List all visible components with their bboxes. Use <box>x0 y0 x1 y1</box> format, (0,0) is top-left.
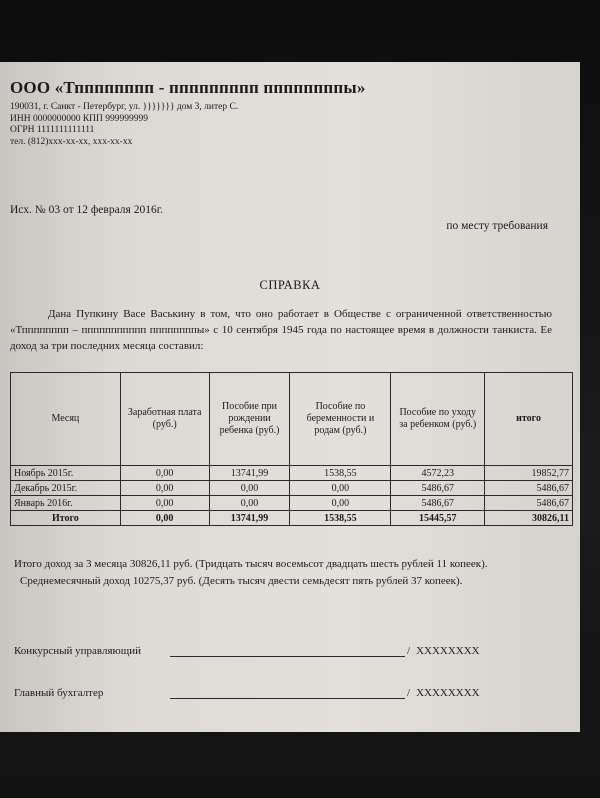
table-cell: 5486,67 <box>391 481 485 496</box>
signature-line <box>170 644 405 657</box>
company-phone: тел. (812)ххх-хх-хх, ххх-хх-хх <box>10 136 133 147</box>
table-cell: Итого <box>11 511 121 526</box>
destination-note: по месту требования <box>446 220 548 232</box>
table-row <box>11 496 573 511</box>
table-cell: 30826,11 <box>485 511 573 526</box>
column-header: Пособие по уходу за ребенком (руб.) <box>391 373 485 466</box>
income-table <box>10 372 573 526</box>
column-header: Пособие при рождении ребенка (руб.) <box>209 373 290 466</box>
table-cell: 1538,55 <box>290 466 391 481</box>
table-cell: 19852,77 <box>485 466 573 481</box>
outgoing-number: Исх. № 03 от 12 февраля 2016г. <box>10 204 163 216</box>
column-header: итого <box>485 373 573 466</box>
monthly-income-text: Среднемесячный доход 10275,37 руб. (Десять тысяч двести семьдесят пять рублей 37 копеек). <box>20 575 463 587</box>
document-page <box>0 62 580 732</box>
table-cell: 0,00 <box>120 496 209 511</box>
company-details <box>10 102 238 148</box>
table-cell: 0,00 <box>290 481 391 496</box>
table-cell: 13741,99 <box>209 511 290 526</box>
company-ogrn: ОГРН 1111111111111 <box>10 125 95 135</box>
total-income-text: Итого доход за 3 месяца 30826,11 руб. (Тридцать тысяч восемьсот двадцать шесть рублей 11 копеек). <box>14 558 488 570</box>
signatory-name: ХХХХХХХХ <box>416 645 480 657</box>
table-cell: 4572,23 <box>391 466 485 481</box>
income-summary <box>12 556 540 589</box>
signature-slash: / <box>407 645 411 657</box>
signature-line <box>170 686 405 699</box>
signatory-role: Конкурсный управляющий <box>14 645 141 657</box>
company-address: 190031, г. Санкт - Петербург, ул. }}}}}}} дом 3, литер С. <box>10 102 239 112</box>
table-cell: Ноябрь 2015г. <box>11 466 121 481</box>
table-total-row <box>11 511 573 526</box>
column-header: Пособие по беременности и родам (руб.) <box>290 373 391 466</box>
table-row <box>11 481 573 496</box>
table-cell: 0,00 <box>290 496 391 511</box>
table-cell: Декабрь 2015г. <box>11 481 121 496</box>
table-cell: 0,00 <box>120 511 209 526</box>
table-cell: 5486,67 <box>485 481 573 496</box>
table-cell: 0,00 <box>120 466 209 481</box>
company-name: ООО «Тпппппппп - ппппппппп ппппппппы» <box>10 78 366 97</box>
table-cell: 5486,67 <box>391 496 485 511</box>
column-header: Месяц <box>11 373 121 466</box>
signatory-name: ХХХХХХХХ <box>416 687 480 699</box>
company-inn-kpp: ИНН 0000000000 КПП 999999999 <box>10 113 149 124</box>
table-cell: 5486,67 <box>485 496 573 511</box>
table-cell: 1538,55 <box>290 511 391 526</box>
table-cell: 13741,99 <box>209 466 290 481</box>
signature-row-accountant <box>14 686 554 699</box>
table-cell: Январь 2016г. <box>11 496 121 511</box>
certificate-body <box>10 306 552 354</box>
signature-slash: / <box>407 687 411 699</box>
signatory-role: Главный бухгалтер <box>14 687 104 699</box>
table-cell: 0,00 <box>120 481 209 496</box>
document-title: СПРАВКА <box>259 278 321 292</box>
table-cell: 15445,57 <box>391 511 485 526</box>
body-paragraph: Дана Пупкину Васе Васькину в том, что оно работает в Обществе с ограниченной ответственностью «Тпппппппп – ппппппппппп ппппппппы» с 10 сентября 1945 года по настоящее время в должности танкиста. Ее доход за три последних месяца составил: <box>10 308 552 352</box>
column-header: Заработная плата (руб.) <box>120 373 209 466</box>
table-cell: 0,00 <box>209 496 290 511</box>
table-header-row <box>11 373 573 466</box>
table-row <box>11 466 573 481</box>
signature-row-manager <box>14 644 554 657</box>
table-cell: 0,00 <box>209 481 290 496</box>
